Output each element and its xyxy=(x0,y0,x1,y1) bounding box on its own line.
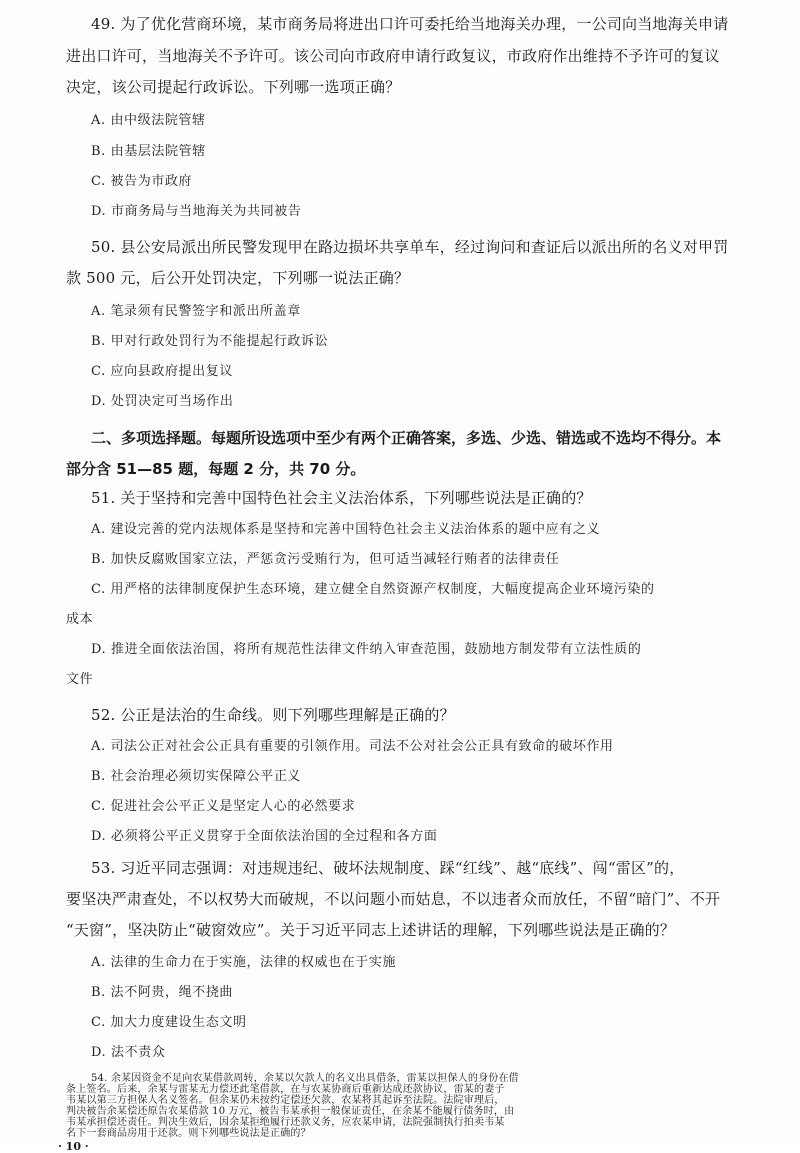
q53-line-1: 53. 习近平同志强调：对违规违纪、破坏法规制度、踩“红线”、越“底线”、闯“雷区”的， xyxy=(91,859,685,877)
q51-option-d-cont: 文件 xyxy=(66,672,94,687)
q52-option-c: C. 促进社会公平正义是坚定人心的必然要求 xyxy=(91,799,356,814)
q53-option-d: D. 法不责众 xyxy=(91,1045,166,1060)
q54-line-5: 韦某承担偿还责任。判决生效后，因余某拒绝履行还款义务，应农某申请，法院强制执行拍卖韦某 xyxy=(66,1117,505,1128)
q51-option-d: D. 推进全面依法治国，将所有规范性法律文件纳入审查范围，鼓励地方制发带有立法性质的 xyxy=(91,642,642,657)
q51-option-c: C. 用严格的法律制度保护生态环境，建立健全自然资源产权制度，大幅度提高企业环境污染的 xyxy=(91,582,655,597)
q51-line-1: 51. 关于坚持和完善中国特色社会主义法治体系，下列哪些说法是正确的？ xyxy=(91,489,592,507)
section-heading-line-2: 部分含 51—85 题，每题 2 分，共 70 分。 xyxy=(66,460,366,478)
q54-line-4: 判决被告余某偿还原告农某借款 10 万元，被告韦某承担一般保证责任，在余某不能履行债务时，由 xyxy=(66,1106,515,1117)
q50-option-a: A. 笔录须有民警签字和派出所盖章 xyxy=(91,304,301,319)
q50-line-2: 款 500 元，后公开处罚决定，下列哪一说法正确？ xyxy=(66,269,410,287)
q51-option-c-cont: 成本 xyxy=(66,612,94,627)
q53-line-3: “天窗”，坚决防止“破窗效应”。关于习近平同志上述讲话的理解，下列哪些说法是正确的？ xyxy=(66,921,676,939)
q51-option-b: B. 加快反腐败国家立法，严惩贪污受贿行为，但可适当减轻行贿者的法律责任 xyxy=(91,552,560,567)
q53-option-a: A. 法律的生命力在于实施，法律的权威也在于实施 xyxy=(91,955,397,970)
q54-line-6: 名下一套商品房用于还款。则下列哪些说法是正确的？ xyxy=(66,1128,311,1139)
q52-line-1: 52. 公正是法治的生命线。则下列哪些理解是正确的？ xyxy=(91,706,455,724)
q54-line-2: 条上签名。后来，余某与雷某无力偿还此笔借款，在与农某协商后重新达成还款协议，雷某的妻子 xyxy=(66,1084,505,1095)
q49-option-b: B. 由基层法院管辖 xyxy=(91,144,206,159)
q53-option-b: B. 法不阿贵，绳不挠曲 xyxy=(91,985,234,1000)
q52-option-b: B. 社会治理必须切实保障公平正义 xyxy=(91,769,302,784)
q53-line-2: 要坚决严肃查处，不以权势大而破规，不以问题小而姑息，不以违者众而放任，不留“暗门”、不开 xyxy=(66,890,721,908)
q50-option-b: B. 甲对行政处罚行为不能提起行政诉讼 xyxy=(91,334,329,349)
q49-line-1: 49. 为了优化营商环境，某市商务局将进出口许可委托给当地海关办理，一公司向当地海关申请 xyxy=(91,15,729,33)
q49-line-2: 进出口许可，当地海关不予许可。该公司向市政府申请行政复议，市政府作出维持不予许可的复议 xyxy=(66,47,720,65)
q54-line-3: 韦某以第三方担保人名义签名。但余某仍未按约定偿还欠款，农某将其起诉至法院。法院审理后， xyxy=(66,1095,505,1106)
q49-option-d: D. 市商务局与当地海关为共同被告 xyxy=(91,204,302,219)
q51-option-a: A. 建设完善的党内法规体系是坚持和完善中国特色社会主义法治体系的题中应有之义 xyxy=(91,522,601,537)
q50-line-1: 50. 县公安局派出所民警发现甲在路边损坏共享单车，经过询问和查证后以派出所的名义对甲罚 xyxy=(91,238,729,256)
q53-option-c: C. 加大力度建设生态文明 xyxy=(91,1015,247,1030)
section-heading-line-1: 二、多项选择题。每题所设选项中至少有两个正确答案，多选、少选、错选或不选均不得分。本 xyxy=(91,429,722,447)
q50-option-d: D. 处罚决定可当场作出 xyxy=(91,394,234,409)
q52-option-a: A. 司法公正对社会公正具有重要的引领作用。司法不公对社会公正具有致命的破坏作用 xyxy=(91,739,614,754)
q52-option-d: D. 必须将公平正义贯穿于全面依法治国的全过程和各方面 xyxy=(91,829,438,844)
q49-option-c: C. 被告为市政府 xyxy=(91,174,193,189)
q49-option-a: A. 由中级法院管辖 xyxy=(91,113,206,128)
page-number: · 10 · xyxy=(58,1140,89,1153)
q50-option-c: C. 应向县政府提出复议 xyxy=(91,364,233,379)
q49-line-3: 决定，该公司提起行政诉讼。下列哪一选项正确？ xyxy=(66,78,401,96)
q54-line-1: 54. 余某因资金不足向农某借款周转，余某以欠款人的名义出具借条，雷某以担保人的身份在借 xyxy=(91,1073,519,1084)
